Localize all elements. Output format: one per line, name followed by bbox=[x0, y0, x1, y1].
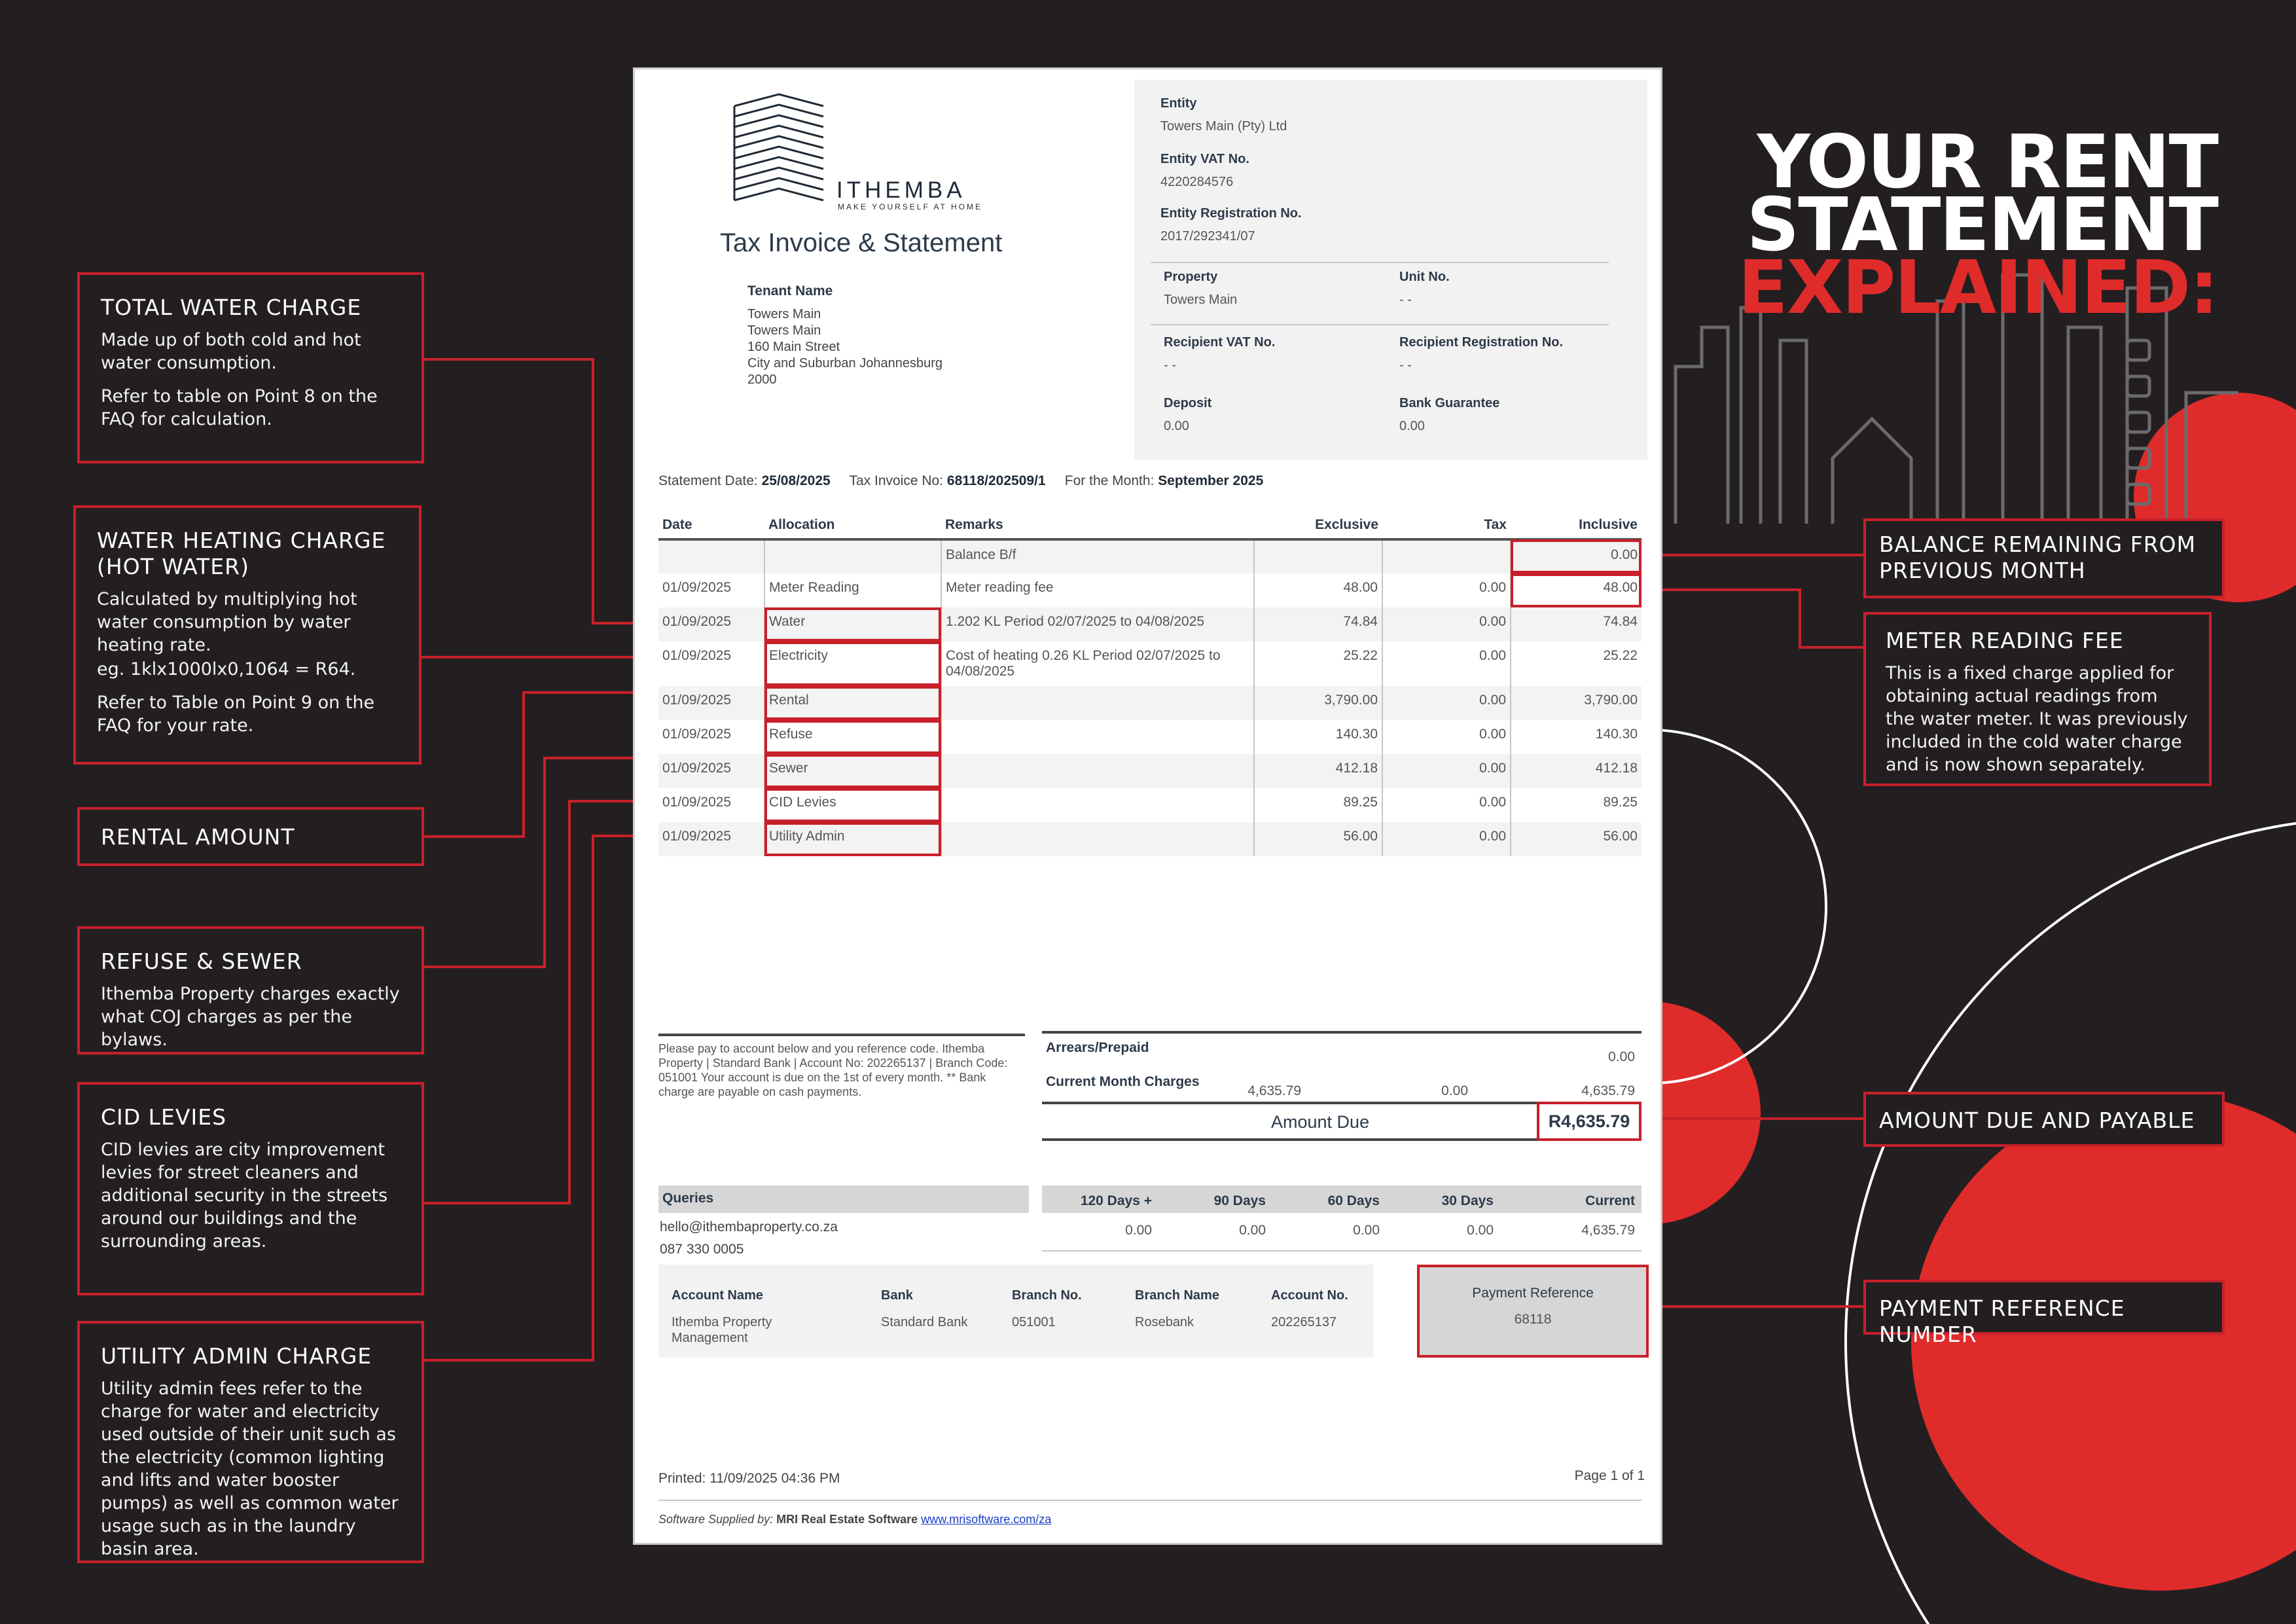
cell-inclusive: 74.84 bbox=[1511, 607, 1641, 641]
table-row bbox=[658, 539, 1641, 573]
recipient-vat-label: Recipient VAT No. bbox=[1164, 335, 1276, 350]
queries-phone: 087 330 0005 bbox=[660, 1242, 744, 1257]
tenant-line: Towers Main bbox=[747, 307, 821, 321]
tax-invoice-label: Tax Invoice No: bbox=[849, 473, 944, 488]
table-row bbox=[658, 754, 1641, 788]
entity-label: Entity bbox=[1160, 96, 1197, 111]
cell-inclusive: 56.00 bbox=[1511, 822, 1641, 856]
branch-name-label: Branch Name bbox=[1135, 1288, 1219, 1303]
arrears-label: Arrears/Prepaid bbox=[1046, 1040, 1149, 1055]
note-payment-reference bbox=[1863, 1280, 2225, 1347]
arrears-inclusive: 0.00 bbox=[1608, 1049, 1635, 1064]
entity-vat-label: Entity VAT No. bbox=[1160, 152, 1249, 166]
column-header-tax: Tax bbox=[1382, 512, 1511, 539]
aging-value-30: 0.00 bbox=[1467, 1223, 1494, 1238]
headline bbox=[1738, 120, 2217, 331]
cell-date: 01/09/2025 bbox=[662, 795, 732, 810]
current-charges-row bbox=[1042, 1068, 1641, 1102]
cell-tax: 0.00 bbox=[1382, 720, 1511, 754]
bank-details-panel bbox=[658, 1265, 1374, 1358]
cell-tax: 0.00 bbox=[1382, 686, 1511, 720]
cell-date: 01/09/2025 bbox=[658, 607, 764, 641]
aging-header-30: 30 Days bbox=[1441, 1193, 1494, 1208]
tenant-name-label: Tenant Name bbox=[747, 283, 833, 298]
note-body: eg. 1klx1000lx0,1064 = R64. bbox=[97, 659, 356, 679]
headline-line-2: STATEMENT bbox=[1746, 183, 2217, 268]
note-title: REFUSE & SEWER bbox=[101, 948, 302, 974]
charges-table bbox=[658, 512, 1641, 856]
printed-timestamp: Printed: 11/09/2025 04:36 PM bbox=[658, 1471, 840, 1486]
document-title: Tax Invoice & Statement bbox=[720, 228, 1003, 257]
note-title: PAYMENT REFERENCE NUMBER bbox=[1879, 1295, 2125, 1347]
property-label: Property bbox=[1164, 270, 1218, 284]
note-amount-due bbox=[1863, 1092, 2225, 1147]
cell-remarks bbox=[941, 754, 1254, 788]
note-water-heating-charge bbox=[73, 505, 422, 765]
current-tax: 0.00 bbox=[1441, 1083, 1468, 1098]
amount-due-row bbox=[1042, 1102, 1641, 1141]
aging-value-current: 4,635.79 bbox=[1581, 1223, 1635, 1238]
aging-header-90: 90 Days bbox=[1213, 1193, 1266, 1208]
note-title: AMOUNT DUE AND PAYABLE bbox=[1879, 1108, 2195, 1133]
table-row bbox=[658, 607, 1641, 641]
cell-allocation: CID Levies bbox=[764, 788, 941, 822]
table-header-row bbox=[658, 512, 1641, 539]
note-title: TOTAL WATER CHARGE bbox=[101, 295, 362, 320]
software-credit bbox=[658, 1513, 1051, 1526]
queries-email[interactable]: hello@ithembaproperty.co.za bbox=[660, 1219, 838, 1235]
current-inclusive: 4,635.79 bbox=[1581, 1083, 1635, 1098]
tenant-line: 2000 bbox=[747, 372, 777, 387]
note-title: WATER HEATING CHARGE (HOT WATER) bbox=[97, 528, 386, 579]
table-row bbox=[658, 822, 1641, 856]
cell-inclusive: 412.18 bbox=[1511, 754, 1641, 788]
cell-tax: 0.00 bbox=[1382, 573, 1511, 607]
account-no-label: Account No. bbox=[1271, 1288, 1348, 1303]
cell-date bbox=[658, 539, 764, 573]
entity-reg-value: 2017/292341/07 bbox=[1160, 229, 1255, 244]
brand-name: ITHEMBA bbox=[836, 177, 966, 203]
column-header-allocation: Allocation bbox=[764, 512, 941, 539]
branch-name-value: Rosebank bbox=[1135, 1315, 1194, 1329]
entity-reg-label: Entity Registration No. bbox=[1160, 206, 1302, 221]
cell-exclusive: 56.00 bbox=[1254, 822, 1382, 856]
amount-due-label: Amount Due bbox=[1271, 1112, 1370, 1132]
current-exclusive: 4,635.79 bbox=[1247, 1083, 1301, 1098]
cell-exclusive bbox=[1254, 539, 1382, 573]
ithemba-building-logo bbox=[733, 93, 825, 211]
divider bbox=[1151, 324, 1609, 325]
statement-date-label: Statement Date: bbox=[658, 473, 758, 488]
property-value: Towers Main bbox=[1164, 293, 1238, 307]
recipient-reg-value: - - bbox=[1399, 358, 1412, 372]
cell-exclusive: 48.00 bbox=[1254, 573, 1382, 607]
note-total-water-charge bbox=[77, 272, 424, 463]
cell-exclusive: 412.18 bbox=[1254, 754, 1382, 788]
tax-invoice-value: 68118/202509/1 bbox=[946, 473, 1046, 488]
cell-remarks: Cost of heating 0.26 KL Period 02/07/2025 to 04/08/2025 bbox=[941, 641, 1254, 686]
tenant-address bbox=[747, 306, 942, 388]
headline-line-1: YOUR RENT bbox=[1757, 120, 2217, 205]
aging-header-120: 120 Days + bbox=[1080, 1193, 1152, 1208]
divider bbox=[1151, 262, 1609, 263]
cell-inclusive: 0.00 bbox=[1511, 539, 1641, 573]
recipient-reg-label: Recipient Registration No. bbox=[1399, 335, 1564, 350]
cell-tax: 0.00 bbox=[1382, 754, 1511, 788]
aging-value-90: 0.00 bbox=[1239, 1223, 1266, 1238]
cell-date: 01/09/2025 bbox=[662, 580, 732, 595]
bank-label: Bank bbox=[881, 1288, 913, 1303]
payment-reference-box bbox=[1417, 1265, 1649, 1358]
note-body: Made up of both cold and hot water consumption. bbox=[101, 330, 361, 373]
cell-date: 01/09/2025 bbox=[662, 727, 732, 742]
cell-exclusive: 3,790.00 bbox=[1254, 686, 1382, 720]
cell-exclusive: 89.25 bbox=[1254, 788, 1382, 822]
table-row bbox=[658, 686, 1641, 720]
payment-reference-label: Payment Reference bbox=[1472, 1286, 1594, 1301]
brand-tagline: MAKE YOURSELF AT HOME bbox=[838, 202, 983, 211]
cell-inclusive: 25.22 bbox=[1511, 641, 1641, 686]
column-header-date: Date bbox=[658, 512, 764, 539]
cell-allocation: Water bbox=[764, 607, 941, 641]
aging-header-current: Current bbox=[1585, 1193, 1635, 1208]
bank-value: Standard Bank bbox=[881, 1315, 968, 1329]
cell-exclusive: 140.30 bbox=[1254, 720, 1382, 754]
account-no-value: 202265137 bbox=[1271, 1315, 1337, 1329]
cell-exclusive: 25.22 bbox=[1254, 641, 1382, 686]
software-prefix: Software Supplied by: bbox=[658, 1513, 774, 1526]
branch-no-value: 051001 bbox=[1012, 1315, 1056, 1329]
column-header-remarks: Remarks bbox=[941, 512, 1254, 539]
recipient-vat-value: - - bbox=[1164, 358, 1176, 372]
queries-header: Queries bbox=[658, 1185, 1029, 1213]
statement-document bbox=[633, 67, 1662, 1545]
account-name-label: Account Name bbox=[672, 1288, 764, 1303]
aging-header-60: 60 Days bbox=[1327, 1193, 1380, 1208]
statement-summary-line bbox=[658, 473, 1263, 489]
aging-header bbox=[1042, 1185, 1641, 1213]
note-utility-admin-charge bbox=[77, 1321, 424, 1563]
note-title: RENTAL AMOUNT bbox=[101, 824, 295, 850]
current-charges-label: Current Month Charges bbox=[1046, 1074, 1200, 1089]
cell-remarks bbox=[941, 822, 1254, 856]
note-body: Refer to Table on Point 9 on the FAQ for your rate. bbox=[97, 693, 375, 736]
payment-instructions: Please pay to account below and you reference code. Ithemba Property | Standard Bank | Account No: 202265137 | Branch Code: 051001 Your account is due on the 1st of every month. ** Bank charge are payable on cash payments. bbox=[658, 1034, 1025, 1099]
cell-date: 01/09/2025 bbox=[658, 754, 764, 788]
cell-tax bbox=[1382, 539, 1511, 573]
page-number: Page 1 of 1 bbox=[1574, 1468, 1645, 1483]
note-cid-levies bbox=[77, 1082, 424, 1295]
arrears-row bbox=[1042, 1034, 1641, 1068]
cell-remarks: 1.202 KL Period 02/07/2025 to 04/08/2025 bbox=[941, 607, 1254, 641]
totals-panel bbox=[1042, 1031, 1641, 1102]
note-body: Calculated by multiplying hot water consumption by water heating rate. bbox=[97, 589, 357, 655]
note-title: UTILITY ADMIN CHARGE bbox=[101, 1343, 372, 1369]
cell-inclusive: 140.30 bbox=[1511, 720, 1641, 754]
cell-remarks: Balance B/f bbox=[941, 539, 1254, 573]
cell-exclusive: 74.84 bbox=[1254, 607, 1382, 641]
note-body: CID levies are city improvement levies for street cleaners and additional security in the streets around our buildings and the surrounding areas. bbox=[101, 1140, 388, 1252]
cell-inclusive: 48.00 bbox=[1511, 573, 1641, 607]
note-refuse-sewer bbox=[77, 926, 424, 1055]
cell-tax: 0.00 bbox=[1382, 822, 1511, 856]
deposit-label: Deposit bbox=[1164, 396, 1212, 410]
queries-contact bbox=[660, 1216, 838, 1261]
tenant-line: City and Suburban Johannesburg bbox=[747, 356, 942, 370]
aging-values bbox=[1042, 1215, 1641, 1252]
footer-divider bbox=[658, 1500, 1641, 1501]
unit-label: Unit No. bbox=[1399, 270, 1450, 284]
cell-tax: 0.00 bbox=[1382, 607, 1511, 641]
table-row bbox=[658, 720, 1641, 754]
cell-allocation: Meter Reading bbox=[764, 573, 941, 607]
aging-value-120: 0.00 bbox=[1125, 1223, 1152, 1238]
payment-reference-value: 68118 bbox=[1514, 1312, 1552, 1327]
cell-inclusive: 89.25 bbox=[1511, 788, 1641, 822]
note-rental-amount bbox=[77, 807, 424, 866]
bank-guarantee-label: Bank Guarantee bbox=[1399, 396, 1500, 410]
note-body: Utility admin fees refer to the charge for water and electricity used outside of their unit such as the electricity (common lighting and lifts and water booster pumps) as well as common water usage such as in the laundry basin area. bbox=[101, 1379, 399, 1559]
cell-tax: 0.00 bbox=[1382, 641, 1511, 686]
cell-date: 01/09/2025 bbox=[658, 822, 764, 856]
software-link[interactable]: www.mrisoftware.com/za bbox=[921, 1513, 1052, 1526]
cell-date: 01/09/2025 bbox=[658, 686, 764, 720]
branch-no-label: Branch No. bbox=[1012, 1288, 1082, 1303]
cell-allocation: Electricity bbox=[764, 641, 941, 686]
tenant-line: 160 Main Street bbox=[747, 340, 840, 354]
table-row bbox=[658, 573, 1641, 607]
entity-value: Towers Main (Pty) Ltd bbox=[1160, 119, 1287, 134]
column-header-exclusive: Exclusive bbox=[1254, 512, 1382, 539]
note-title: CID LEVIES bbox=[101, 1104, 227, 1130]
deposit-value: 0.00 bbox=[1164, 419, 1189, 433]
statement-date-value: 25/08/2025 bbox=[761, 473, 831, 488]
cell-tax: 0.00 bbox=[1382, 788, 1511, 822]
unit-value: - - bbox=[1399, 293, 1412, 307]
tenant-line: Towers Main bbox=[747, 323, 821, 338]
column-header-inclusive: Inclusive bbox=[1511, 512, 1641, 539]
note-meter-reading-fee bbox=[1863, 612, 2212, 786]
entity-vat-value: 4220284576 bbox=[1160, 175, 1234, 189]
cell-allocation: Refuse bbox=[764, 720, 941, 754]
cell-date: 01/09/2025 bbox=[662, 648, 732, 663]
software-name: MRI Real Estate Software bbox=[776, 1513, 918, 1526]
table-row bbox=[658, 641, 1641, 686]
account-name-value: Ithemba Property Management bbox=[672, 1315, 772, 1345]
headline-line-3: EXPLAINED: bbox=[1738, 245, 2217, 331]
cell-remarks bbox=[941, 720, 1254, 754]
note-body: Ithemba Property charges exactly what COJ charges as per the bylaws. bbox=[101, 984, 400, 1050]
cell-remarks bbox=[941, 686, 1254, 720]
cell-remarks: Meter reading fee bbox=[941, 573, 1254, 607]
cell-remarks bbox=[941, 788, 1254, 822]
cell-inclusive: 3,790.00 bbox=[1511, 686, 1641, 720]
cell-allocation: Rental bbox=[764, 686, 941, 720]
amount-due-value: R4,635.79 bbox=[1537, 1102, 1641, 1141]
note-balance-remaining bbox=[1863, 518, 2225, 598]
for-month-value: September 2025 bbox=[1158, 473, 1264, 488]
note-title: METER READING FEE bbox=[1886, 628, 2124, 653]
cell-allocation: Utility Admin bbox=[764, 822, 941, 856]
cell-allocation: Sewer bbox=[764, 754, 941, 788]
entity-details-panel bbox=[1134, 80, 1647, 460]
note-body: This is a fixed charge applied for obtaining actual readings from the water meter. It was previously included in the cold water charge and is now shown separately. bbox=[1886, 663, 2188, 775]
table-row bbox=[658, 788, 1641, 822]
cell-allocation bbox=[764, 539, 941, 573]
note-body: Refer to table on Point 8 on the FAQ for calculation. bbox=[101, 386, 378, 429]
aging-value-60: 0.00 bbox=[1353, 1223, 1380, 1238]
bank-guarantee-value: 0.00 bbox=[1399, 419, 1425, 433]
for-month-label: For the Month: bbox=[1064, 473, 1155, 488]
note-title: BALANCE REMAINING FROM PREVIOUS MONTH bbox=[1879, 532, 2197, 583]
